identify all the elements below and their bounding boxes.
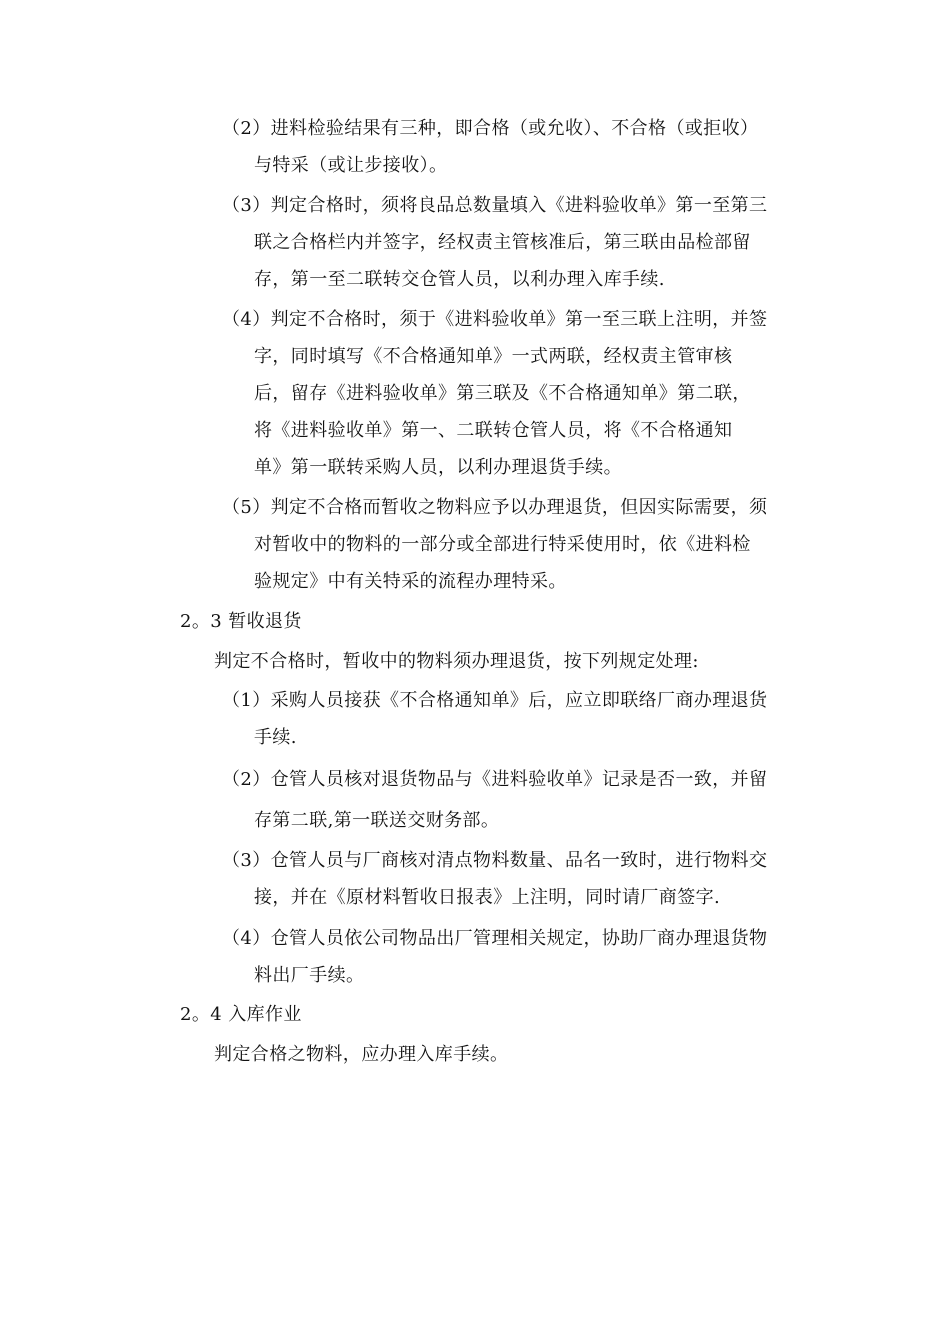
item-2-2-5-line-1: （5）判定不合格而暂收之物料应予以办理退货，但因实际需要，须 — [222, 497, 768, 518]
item-2-3-1-line-1: （1）采购人员接获《不合格通知单》后，应立即联络厂商办理退货 — [222, 690, 768, 711]
item-2-2-3-line-3: 存，第一至二联转交仓管人员，以利办理入库手续. — [254, 269, 665, 290]
item-2-2-4-line-5: 单》第一联转采购人员，以利办理退货手续。 — [254, 457, 622, 478]
item-2-3-4-line-2: 料出厂手续。 — [254, 965, 365, 986]
item-2-2-4-line-4: 将《进料验收单》第一、二联转仓管人员，将《不合格通知 — [254, 420, 733, 441]
item-2-2-4-line-1: （4）判定不合格时，须于《进料验收单》第一至三联上注明，并签 — [222, 309, 768, 330]
item-2-2-4-line-2: 字，同时填写《不合格通知单》一式两联，经权责主管审核 — [254, 346, 733, 367]
item-2-2-4-line-3: 后，留存《进料验收单》第三联及《不合格通知单》第二联， — [254, 383, 751, 404]
item-2-2-5-line-2: 对暂收中的物料的一部分或全部进行特采使用时，依《进料检 — [254, 534, 751, 555]
item-2-3-3-line-1: （3）仓管人员与厂商核对清点物料数量、品名一致时，进行物料交 — [222, 850, 768, 871]
item-2-3-4-line-1: （4）仓管人员依公司物品出厂管理相关规定，协助厂商办理退货物 — [222, 928, 768, 949]
section-2-4-intro: 判定合格之物料，应办理入库手续。 — [214, 1044, 509, 1065]
item-2-3-1-line-2: 手续. — [254, 727, 297, 748]
item-2-2-2-line-2: 与特采（或让步接收）。 — [254, 155, 448, 176]
item-2-3-3-line-2: 接，并在《原材料暂收日报表》上注明，同时请厂商签字. — [254, 887, 721, 908]
item-2-2-3-line-2: 联之合格栏内并签字，经权责主管核准后，第三联由品检部留 — [254, 232, 751, 253]
item-2-3-2-line-1: （2）仓管人员核对退货物品与《进料验收单》记录是否一致，并留 — [222, 769, 768, 790]
item-2-2-5-line-3: 验规定》中有关特采的流程办理特采。 — [254, 571, 567, 592]
section-2-3-heading: 2。3 暂收退货 — [180, 611, 302, 632]
item-2-2-3-line-1: （3）判定合格时，须将良品总数量填入《进料验收单》第一至第三 — [222, 195, 768, 216]
item-2-2-2-line-1: （2）进料检验结果有三种，即合格（或允收）、不合格（或拒收） — [222, 118, 759, 139]
section-2-3-intro: 判定不合格时，暂收中的物料须办理退货，按下列规定处理: — [214, 651, 699, 672]
item-2-3-2-line-2: 存第二联,第一联送交财务部。 — [254, 810, 500, 831]
section-2-4-heading: 2。4 入库作业 — [180, 1004, 302, 1025]
